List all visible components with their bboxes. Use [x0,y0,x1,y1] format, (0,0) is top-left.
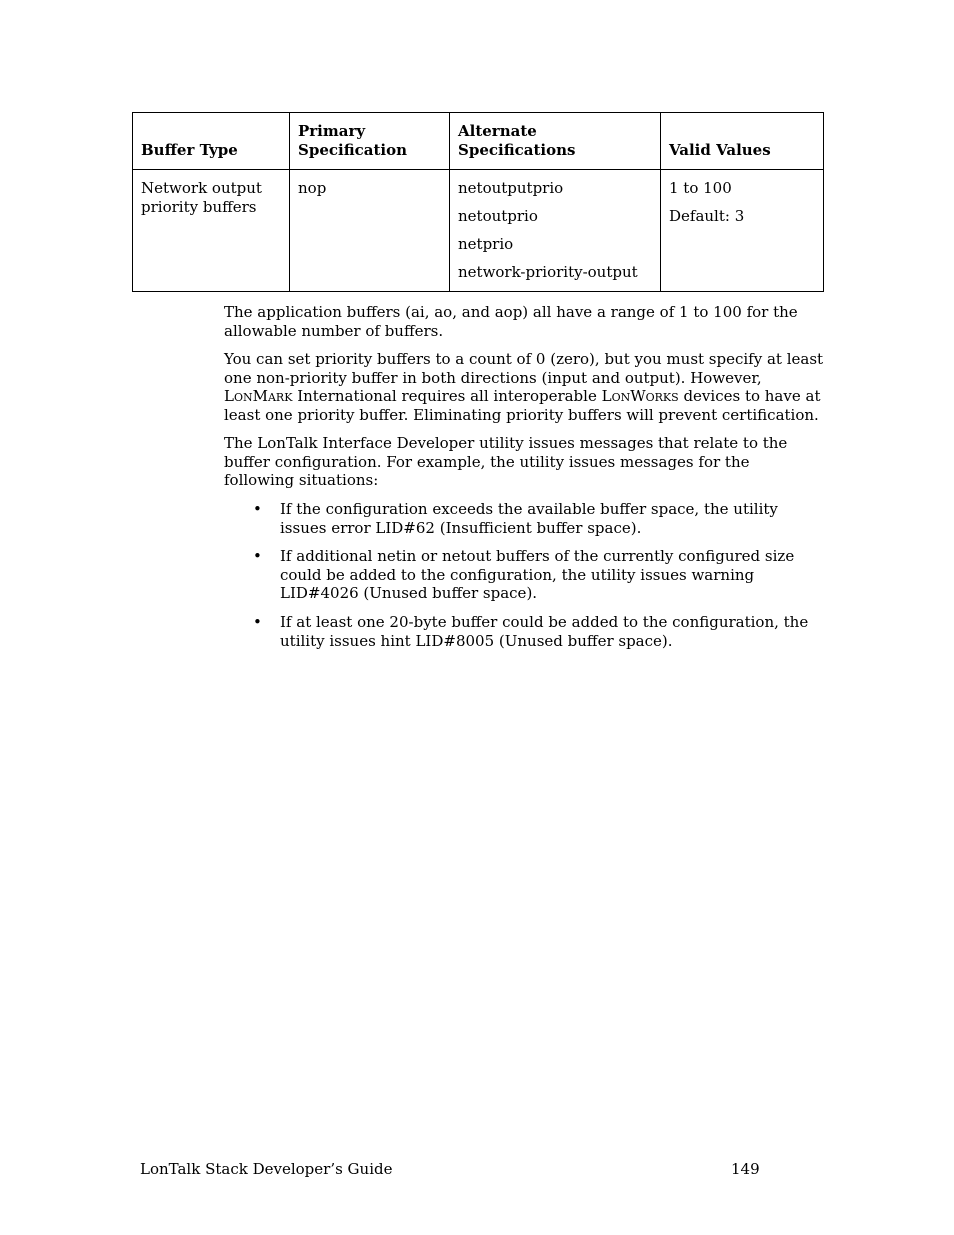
cell-buffer-type: Network output priority buffers [133,170,290,292]
paragraph-utility-messages: The LonTalk Interface Developer utility issues messages that relate to the buffer configuration. For example, the utility issues messages for the following situations: [224,434,788,489]
cell-alternates [450,170,661,292]
alternate-spec: netoutprio [458,207,538,225]
alternate-spec: netprio [458,235,514,253]
header-primary-specification: Primary Specification [290,113,450,170]
bullet-item: If the configuration exceeds the available buffer space, the utility issues error LID#62 (Insufficient buffer space). [280,500,778,537]
header-valid-values: Valid Values [661,113,824,170]
bullet-symbol: • [253,613,262,631]
table-header-row [133,113,824,170]
alternate-spec: network-priority-output [458,263,638,281]
header-alternate-specifications: Alternate Specifications [450,113,661,170]
paragraph-application-buffers: The application buffers (ai, ao, and aop) all have a range of 1 to 100 for the allowable number of buffers. [224,303,798,340]
valid-range: 1 to 100 [669,179,732,197]
bullet-item: If additional netin or netout buffers of the currently configured size could be added to the configuration, the utility issues warning LID#4026 (Unused buffer space). [280,547,795,602]
table-row [133,170,824,292]
cell-primary: nop [290,170,450,292]
lonworks-brand: LonWorks [601,387,679,405]
header-buffer-type: Buffer Type [133,113,290,170]
cell-valid-values [661,170,824,292]
default-value: Default: 3 [669,207,745,225]
page-number: 149 [731,1160,760,1178]
bullet-item: If at least one 20-byte buffer could be added to the configuration, the utility issues hint LID#8005 (Unused buffer space). [280,613,809,650]
bullet-symbol: • [253,500,262,518]
lonmark-brand: LonMark [224,387,293,405]
footer-title: LonTalk Stack Developer’s Guide [140,1160,393,1178]
alternate-spec: netoutputprio [458,179,564,197]
paragraph-priority-buffers: You can set priority buffers to a count of 0 (zero), but you must specify at least one non-priority buffer in both directions (input and output). However, LonMark International requires all interoperable LonWorks devices to have at least one priority buffer. Eliminating priority buffers will prevent certification. [224,350,824,424]
bullet-symbol: • [253,547,262,565]
buffer-spec-table [132,112,824,292]
